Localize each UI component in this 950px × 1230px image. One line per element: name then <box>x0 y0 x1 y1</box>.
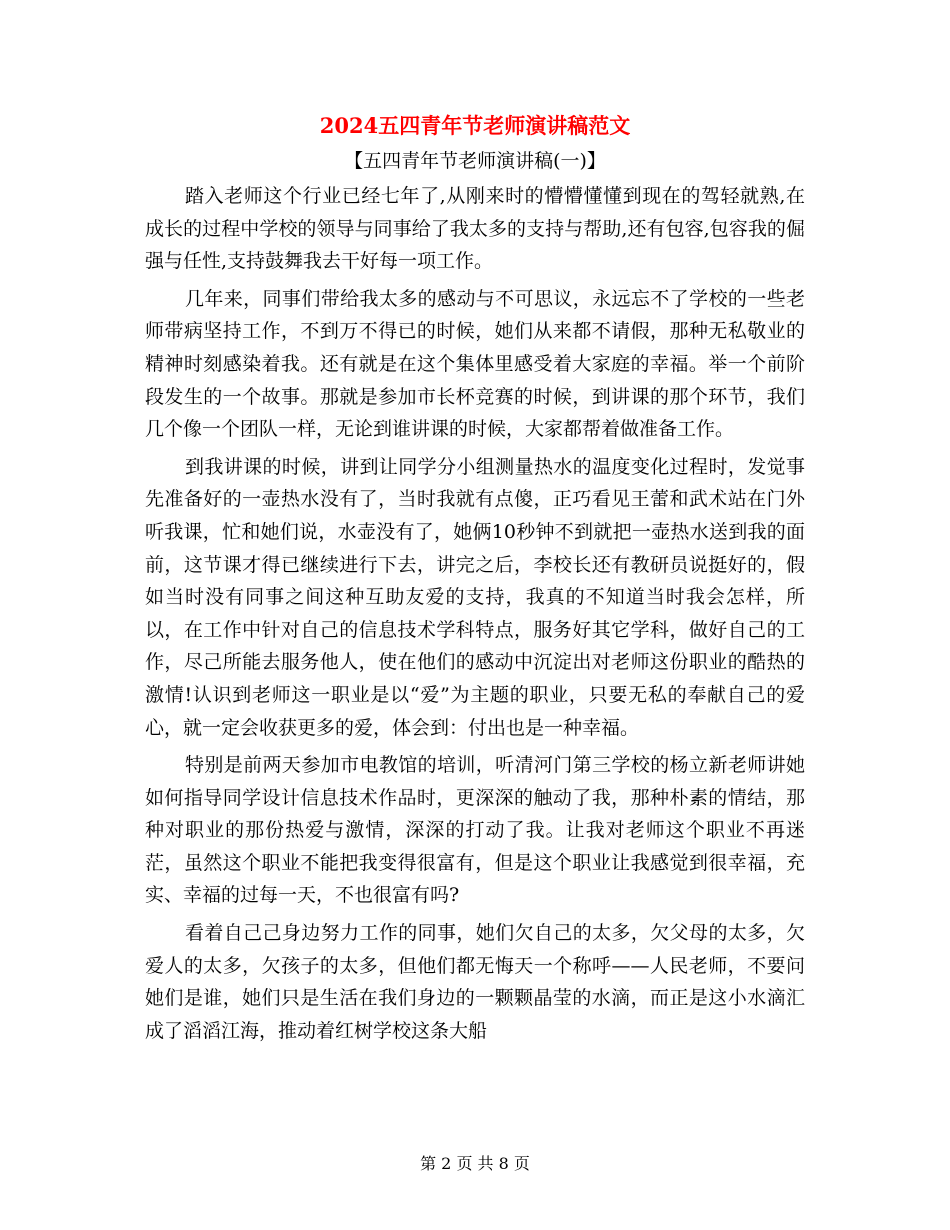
paragraph: 踏入老师这个行业已经七年了,从刚来时的懵懵懂懂到现在的驾轻就熟,在成长的过程中学校的领导与同事给了我太多的支持与帮助,还有包容,包容我的倔强与任性,支持鼓舞我去干好每一项工作。 <box>145 185 805 273</box>
section-heading: 【五四青年节老师演讲稿(一)】 <box>344 150 606 172</box>
paragraph: 看着自己己身边努力工作的同事，她们欠自己的太多，欠父母的太多，欠爱人的太多，欠孩子的太多，但他们都无悔天一个称呼——人民老师，不要问她们是谁，她们只是生活在我们身边的一颗颗晶莹的水滴，而正是这小水滴汇成了滔滔江海，推动着红树学校这条大船 <box>145 922 805 1042</box>
document-title: 2024五四青年节老师演讲稿范文 <box>319 113 631 138</box>
paragraph: 特别是前两天参加市电教馆的培训，听清河门第三学校的杨立新老师讲她如何指导同学设计信息技术作品时，更深深的触动了我，那种朴素的情结，那种对职业的那份热爱与激情，深深的打动了我。让我对老师这个职业不再迷茫，虽然这个职业不能把我变得很富有，但是这个职业让我感觉到很幸福，充实、幸福的过每一天，不也很富有吗? <box>145 754 805 907</box>
document-body <box>145 180 805 1052</box>
paragraph: 到我讲课的时候，讲到让同学分小组测量热水的温度变化过程时，发觉事先准备好的一壶热水没有了，当时我就有点傻，正巧看见王蕾和武术站在门外听我课，忙和她们说，水壶没有了，她俩10秒钟不到就把一壶热水送到我的面前，这节课才得已继续进行下去，讲完之后，李校长还有教研员说挺好的，假如当时没有同事之间这种互助友爱的支持，我真的不知道当时我会怎样，所以，在工作中针对自己的信息技术学科特点，服务好其它学科，做好自己的工作，尽己所能去服务他人，使在他们的感动中沉淀出对老师这份职业的酷热的激情!认识到老师这一职业是以“爱”为主题的职业，只要无私的奉献自己的爱心，就一定会收获更多的爱，体会到：付出也是一种幸福。 <box>145 455 805 739</box>
paragraph: 几年来，同事们带给我太多的感动与不可思议，永远忘不了学校的一些老师带病坚持工作，不到万不得已的时候，她们从来都不请假，那种无私敬业的精神时刻感染着我。还有就是在这个集体里感受着大家庭的幸福。举一个前阶段发生的一个故事。那就是参加市长杯竞赛的时候，到讲课的那个环节，我们几个像一个团队一样，无论到谁讲课的时候，大家都帮着做准备工作。 <box>145 287 805 441</box>
page-number-footer: 第 2 页 共 8 页 <box>420 1154 530 1173</box>
